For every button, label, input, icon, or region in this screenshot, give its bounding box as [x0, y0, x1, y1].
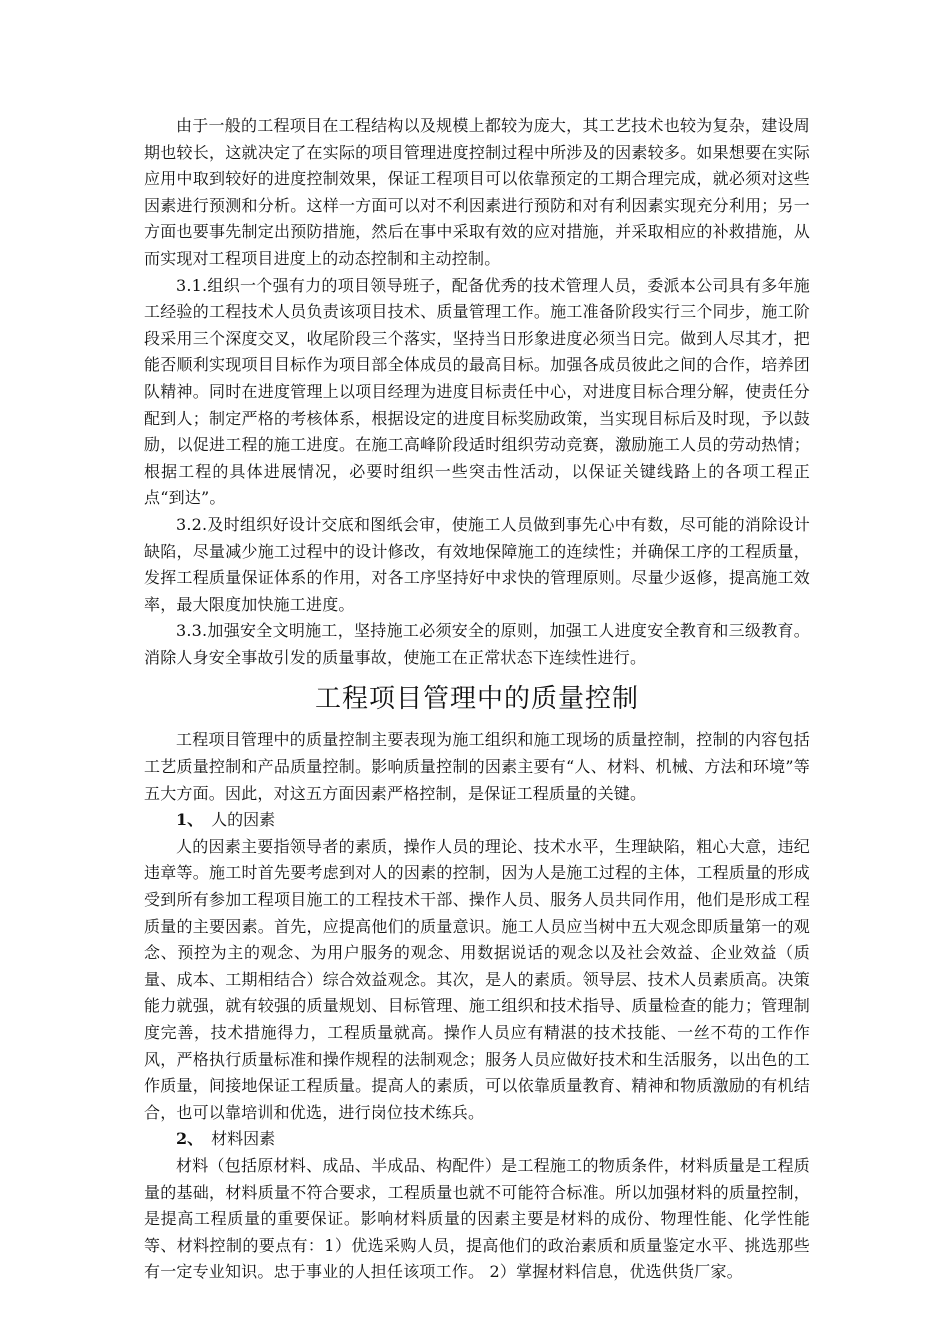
document-page — [144, 113, 810, 1286]
subheading-number: 2、 — [176, 1129, 204, 1149]
subheading-human-factor — [144, 807, 810, 834]
paragraph-3-1: 3.1.组织一个强有力的项目领导班子，配备优秀的技术管理人员，委派本公司具有多年施工经验的工程技术人员负责该项目技术、质量管理工作。施工准备阶段实行三个同步，施工阶段采用三个深度交叉，收尾阶段三个落实，坚持当日形象进度必须当日完。做到人尽其才，把能否顺利实现项目目标作为项目部全体成员的最高目标。加强各成员彼此之间的合作，培养团队精神。同时在进度管理上以项目经理为进度目标责任中心，对进度目标合理分解，使责任分配到人；制定严格的考核体系，根据设定的进度目标奖励政策，当实现目标后及时现，予以鼓励，以促进工程的施工进度。在施工高峰阶段适时组织劳动竞赛，激励施工人员的劳动热情；根据工程的具体进展情况，必要时组织一些突击性活动，以保证关键线路上的各项工程正点“到达”。 — [144, 275, 810, 508]
paragraph-material-factor: 材料（包括原材料、成品、半成品、构配件）是工程施工的物质条件，材料质量是工程质量的基础，材料质量不符合要求，工程质量也就不可能符合标准。所以加强材料的质量控制，是提高工程质量的重要保证。影响材料质量的因素主要是材料的成份、物理性能、化学性能等、材料控制的要点有：1）优选采购人员，提高他们的政治素质和质量鉴定水平、挑选那些有一定专业知识。忠于事业的人担任该项工作。 2）掌握材料信息，优选供货厂家。 — [144, 1155, 810, 1282]
paragraph-human-factor: 人的因素主要指领导者的素质，操作人员的理论、技术水平，生理缺陷，粗心大意，违纪违章等。施工时首先要考虑到对人的因素的控制，因为人是施工过程的主体，工程质量的形成受到所有参加工程项目施工的工程技术干部、操作人员、服务人员共同作用，他们是形成工程质量的主要因素。首先，应提高他们的质量意识。施工人员应当树中五大观念即质量第一的观念、预控为主的观念、为用户服务的观念、用数据说话的观念以及社会效益、企业效益（质量、成本、工期相结合）综合效益观念。其次，是人的素质。领导层、技术人员素质高。决策能力就强，就有较强的质量规划、目标管理、施工组织和技术指导、质量检查的能力；管理制度完善，技术措施得力，工程质量就高。操作人员应有精湛的技术技能、一丝不苟的工作作风，严格执行质量标准和操作规程的法制观念；服务人员应做好技术和生活服务，以出色的工作质量，间接地保证工程质量。提高人的素质，可以依靠质量教育、精神和物质激励的有机结合，也可以靠培训和优选，进行岗位技术练兵。 — [144, 836, 810, 1122]
section-heading: 工程项目管理中的质量控制 — [314, 684, 639, 715]
subheading-title: 人的因素 — [211, 810, 276, 830]
subheading-material-factor — [144, 1126, 810, 1153]
paragraph-3-2: 3.2.及时组织好设计交底和图纸会审，使施工人员做到事先心中有数，尽可能的消除设计缺陷，尽量减少施工过程中的设计修改，有效地保障施工的连续性；并确保工序的工程质量，发挥工程质量保证体系的作用，对各工序坚持好中求快的管理原则。尽量少返修，提高施工效率，最大限度加快施工进度。 — [144, 514, 810, 614]
subheading-title: 材料因素 — [211, 1129, 276, 1149]
subheading-number: 1、 — [176, 810, 204, 830]
paragraph-intro-progress: 由于一般的工程项目在工程结构以及规模上都较为庞大，其工艺技术也较为复杂，建设周期也较长，这就决定了在实际的项目管理进度控制过程中所涉及的因素较多。如果想要在实际应用中取到较好的进度控制效果，保证工程项目可以依靠预定的工期合理完成，就必须对这些因素进行预测和分析。这样一方面可以对不利因素进行预防和对有利因素实现充分利用；另一方面也要事先制定出预防措施，然后在事中采取有效的应对措施，并采取相应的补救措施，从而实现对工程项目进度上的动态控制和主动控制。 — [144, 116, 810, 268]
paragraph-quality-intro: 工程项目管理中的质量控制主要表现为施工组织和施工现场的质量控制，控制的内容包括工艺质量控制和产品质量控制。影响质量控制的因素主要有“人、材料、机械、方法和环境”等五大方面。因此，对这五方面因素严格控制，是保证工程质量的关键。 — [144, 730, 810, 803]
paragraph-3-3: 3.3.加强安全文明施工，坚持施工必须安全的原则，加强工人进度安全教育和三级教育。消除人身安全事故引发的质量事故，使施工在正常状态下连续性进行。 — [144, 621, 810, 667]
